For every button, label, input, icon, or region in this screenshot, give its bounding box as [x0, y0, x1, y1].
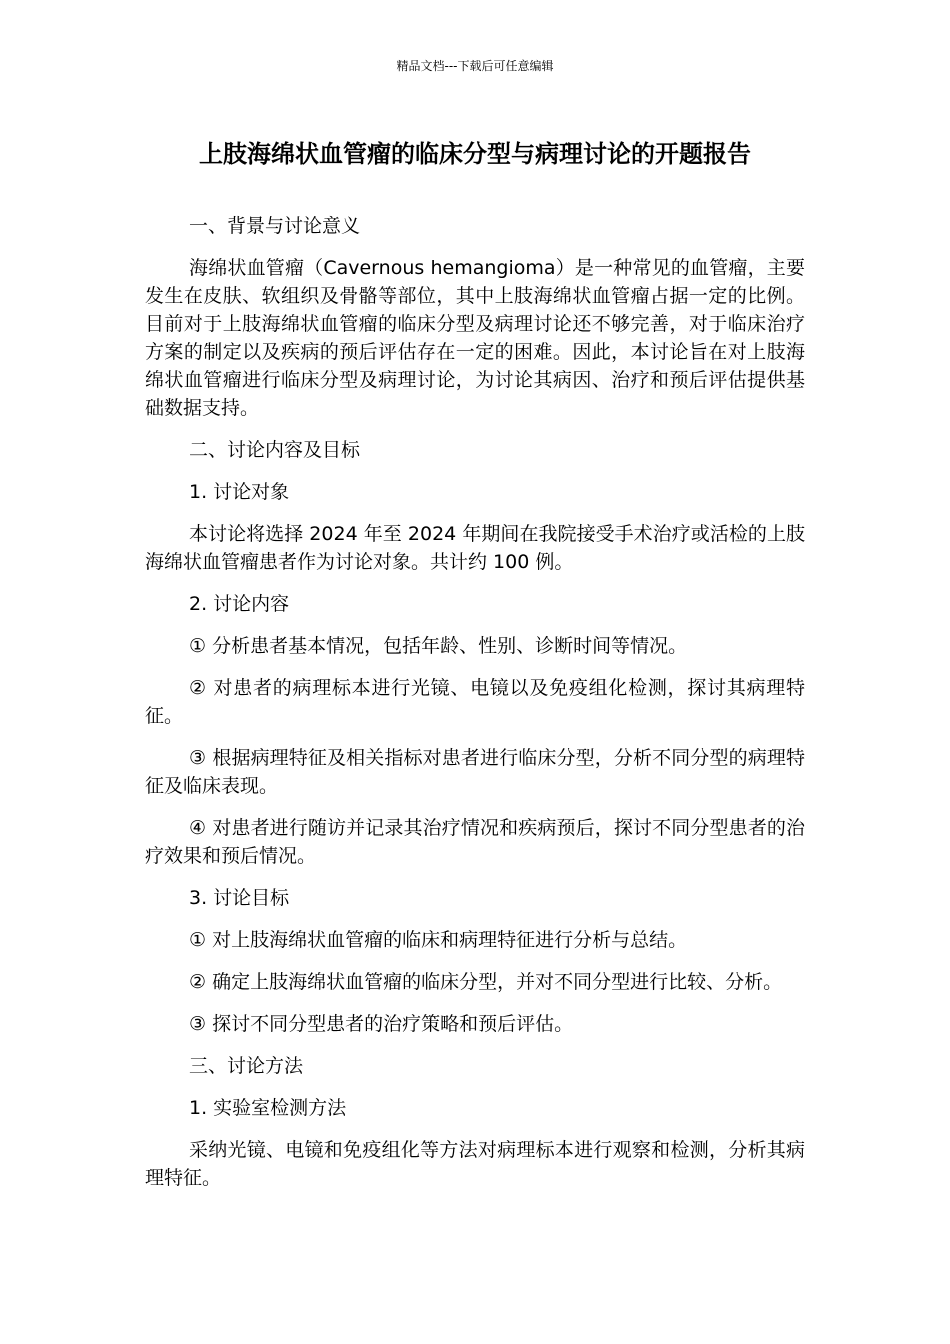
- content-item-4: ④ 对患者进行随访并记录其治疗情况和疾病预后，探讨不同分型患者的治疗效果和预后情况。: [145, 817, 805, 867]
- goal-item-2: ② 确定上肢海绵状血管瘤的临床分型，并对不同分型进行比较、分析。: [189, 971, 783, 993]
- section-heading-background: 一、背景与讨论意义: [189, 215, 361, 237]
- paragraph-lab-methods: 采纳光镜、电镜和免疫组化等方法对病理标本进行观察和检测，分析其病理特征。: [145, 1139, 805, 1189]
- document-body: [145, 212, 805, 1206]
- content-item-2: ② 对患者的病理标本进行光镜、电镜以及免疫组化检测，探讨其病理特征。: [145, 677, 805, 727]
- section-heading-content-goals: 二、讨论内容及目标: [189, 439, 361, 461]
- header-note: 精品文档---下载后可任意编辑: [396, 59, 554, 73]
- content-item-3: ③ 根据病理特征及相关指标对患者进行临床分型，分析不同分型的病理特征及临床表现。: [145, 747, 805, 797]
- subheading-content: 2. 讨论内容: [189, 593, 290, 615]
- content-item-1: ① 分析患者基本情况，包括年龄、性别、诊断时间等情况。: [189, 635, 688, 657]
- paragraph-background: 海绵状血管瘤（Cavernous hemangioma）是一种常见的血管瘤，主要发生在皮肤、软组织及骨骼等部位，其中上肢海绵状血管瘤占据一定的比例。目前对于上肢海绵状血管瘤的临床分型及病理讨论还不够完善，对于临床治疗方案的制定以及疾病的预后评估存在一定的困难。因此，本讨论旨在对上肢海绵状血管瘤进行临床分型及病理讨论，为讨论其病因、治疗和预后评估提供基础数据支持。: [145, 257, 805, 419]
- goal-item-3: ③ 探讨不同分型患者的治疗策略和预后评估。: [189, 1013, 574, 1035]
- subheading-subjects: 1. 讨论对象: [189, 481, 290, 503]
- section-heading-methods: 三、讨论方法: [189, 1055, 304, 1077]
- subheading-lab-methods: 1. 实验室检测方法: [189, 1097, 347, 1119]
- document-title: 上肢海绵状血管瘤的临床分型与病理讨论的开题报告: [199, 140, 751, 168]
- paragraph-subjects: 本讨论将选择 2024 年至 2024 年期间在我院接受手术治疗或活检的上肢海绵状血管瘤患者作为讨论对象。共计约 100 例。: [145, 523, 805, 573]
- subheading-goals: 3. 讨论目标: [189, 887, 290, 909]
- goal-item-1: ① 对上肢海绵状血管瘤的临床和病理特征进行分析与总结。: [189, 929, 688, 951]
